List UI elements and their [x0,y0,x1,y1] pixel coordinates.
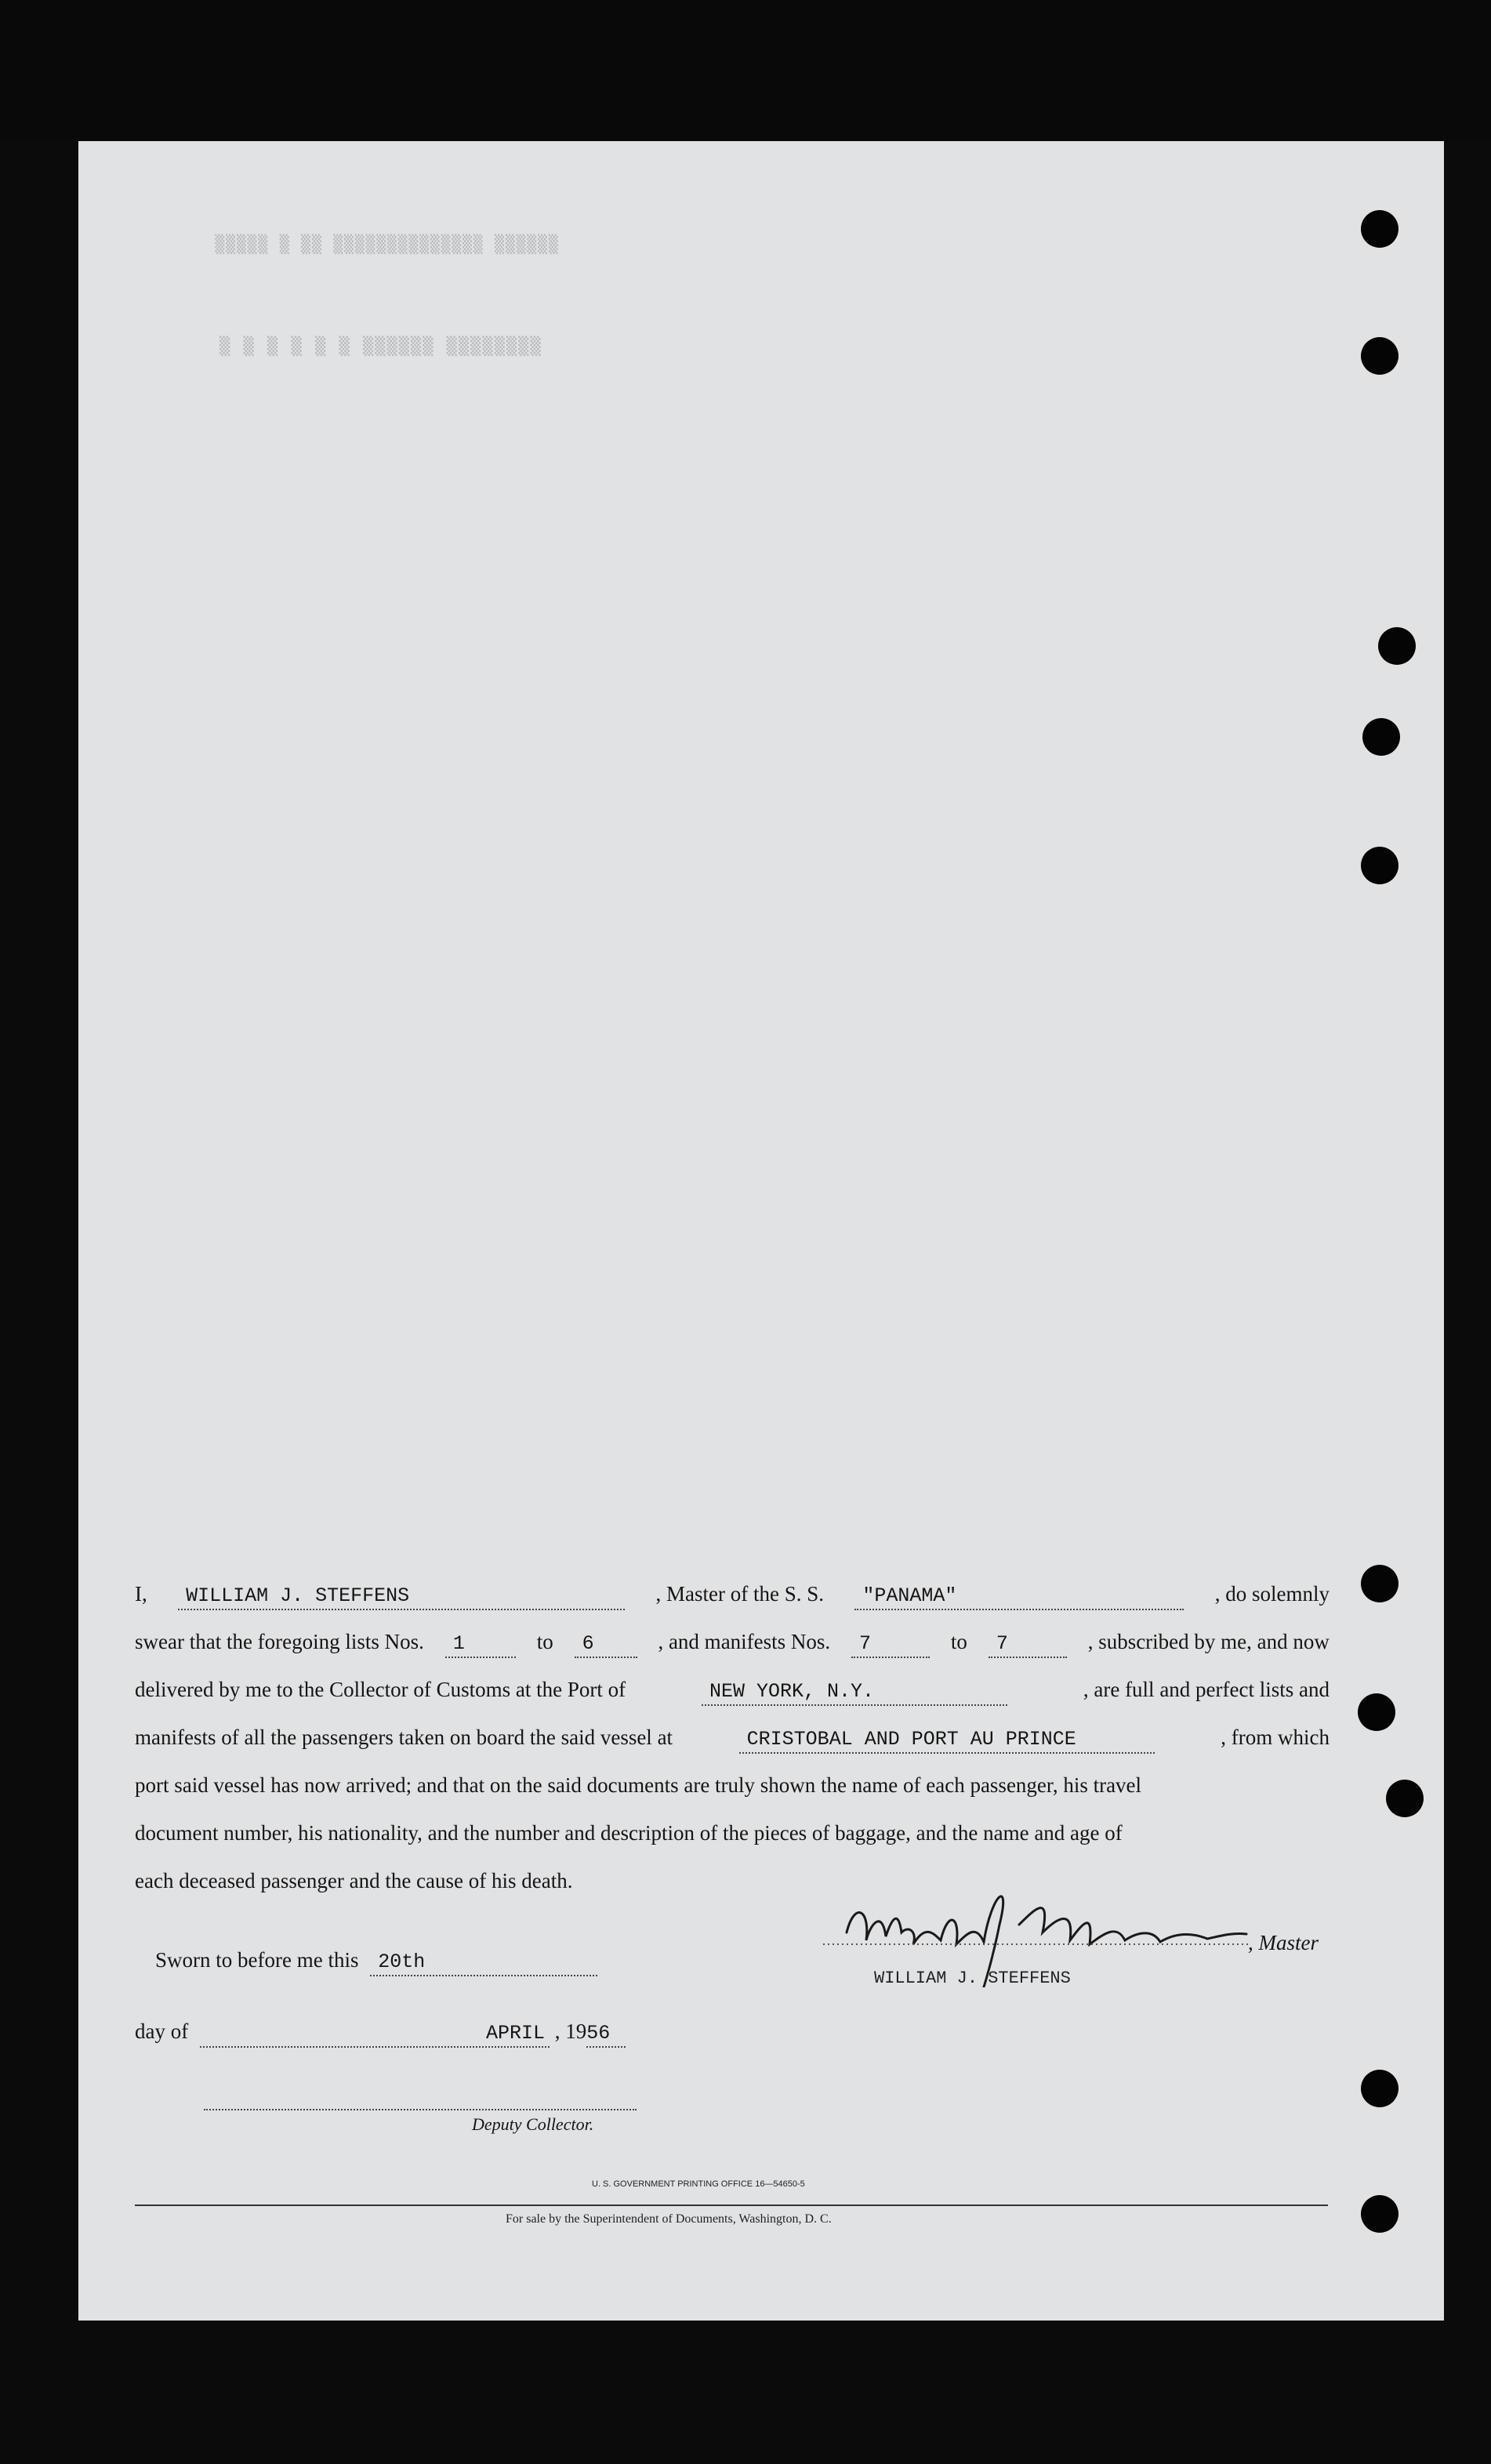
sworn-label: Sworn to before me this [155,1948,359,1972]
oath-text: each deceased passenger and the cause of his death. [135,1869,573,1892]
year-prefix: , 19 [554,2019,587,2043]
oath-subscribed: , subscribed by me, and now [1087,1630,1330,1653]
oath-line-1 [135,1570,1330,1618]
origin-port-field: CRISTOBAL AND PORT AU PRINCE [739,1727,1155,1754]
oath-text: document number, his nationality, and the number and description of the pieces of baggage, and the name and age of [135,1821,1123,1845]
binder-hole [1361,210,1398,248]
binder-hole [1361,2195,1398,2233]
ship-name-field: "PANAMA" [854,1584,1184,1610]
for-sale-line: For sale by the Superintendent of Documents, Washington, D. C. [506,2212,832,2226]
master-name-field: WILLIAM J. STEFFENS [178,1584,625,1610]
oath-line-2 [135,1618,1330,1666]
sworn-line [155,1948,597,1976]
sworn-date-line [135,2019,626,2048]
oath-text: port said vessel has now arrived; and that on the said documents are truly shown the name of each passenger, his travel [135,1773,1142,1797]
list-from-field: 1 [445,1631,516,1658]
oath-to-2: to [950,1630,967,1653]
binder-hole [1361,1565,1398,1602]
manifest-page [78,141,1444,2321]
oath-i: I, [135,1582,147,1606]
oath-master-of: , Master of the S. S. [655,1582,824,1606]
deputy-signature-line [204,2109,637,2110]
binder-hole [1358,1693,1395,1731]
oath-line-5 [135,1762,1330,1809]
oath-do-solemnly: , do solemnly [1214,1582,1330,1606]
manifest-to-field: 7 [989,1631,1067,1658]
oath-from-which: , from which [1221,1726,1330,1749]
scanner-background [0,0,1491,141]
master-suffix: , Master [1248,1931,1319,1954]
oath-line-3 [135,1666,1330,1714]
oath-manifests-of: manifests of all the passengers taken on board the said vessel at [135,1726,673,1749]
oath-full-perfect: , are full and perfect lists and [1083,1678,1330,1701]
bleed-through-text: ▒▒▒▒▒ ▒ ▒▒ ▒▒▒▒▒▒▒▒▒▒▒▒▒▒ ▒▒▒▒▒▒ [215,235,560,255]
binder-hole [1362,718,1400,756]
manifest-from-field: 7 [851,1631,930,1658]
master-typed-name: WILLIAM J. STEFFENS [874,1969,1071,1988]
oath-line-4 [135,1714,1330,1762]
bleed-through-text: ▒ ▒ ▒ ▒ ▒ ▒ ▒▒▒▒▒▒ ▒▒▒▒▒▒▒▒ [219,337,542,357]
oath-and-manifests: , and manifests Nos. [658,1630,831,1653]
oath-swear-lists: swear that the foregoing lists Nos. [135,1630,424,1653]
oath-line-6 [135,1809,1330,1857]
sworn-day-field: 20th [370,1950,597,1976]
month-field: APRIL [200,2021,550,2048]
deputy-collector-label: Deputy Collector. [472,2114,594,2134]
oath-paragraph [135,1570,1330,1905]
day-of-label: day of [135,2019,189,2043]
binder-hole [1378,627,1416,665]
binder-hole [1361,2070,1398,2107]
binder-hole [1361,847,1398,884]
year-field: 56 [586,2021,626,2048]
binder-hole [1386,1780,1424,1817]
port-field: NEW YORK, N.Y. [702,1679,1007,1706]
list-to-field: 6 [575,1631,637,1658]
footer-rule [135,2205,1328,2206]
binder-hole [1361,337,1398,375]
gpo-imprint: U. S. GOVERNMENT PRINTING OFFICE 16—54650-5 [592,2179,805,2189]
oath-to-1: to [536,1630,553,1653]
oath-delivered: delivered by me to the Collector of Customs at the Port of [135,1678,626,1701]
